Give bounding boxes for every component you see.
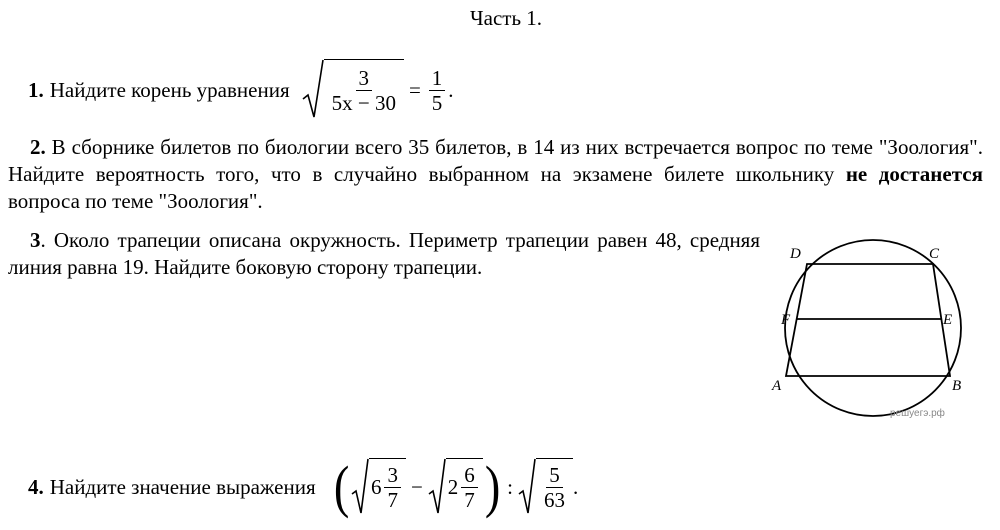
- problem-1-number: 1.: [28, 77, 44, 102]
- problem-2: [8, 134, 983, 215]
- label-E: E: [943, 312, 953, 328]
- problem-3-number: 3: [30, 228, 41, 252]
- label-A: A: [772, 378, 782, 394]
- label-B: B: [952, 378, 962, 394]
- right-paren: ): [484, 454, 501, 519]
- problem-2-number: 2.: [30, 135, 46, 159]
- problem-1: [28, 55, 454, 125]
- problem-2-emphasis: не достанется: [845, 162, 983, 186]
- sqrt-2-6-7: 2 $\frac{6}{7}$: [428, 458, 483, 516]
- trapezoid-circle-figure: [765, 228, 990, 428]
- problem-4-text: Найдите значение выражения: [49, 474, 316, 499]
- sqrt-5-63: $\frac{5}{63}$: [518, 458, 573, 516]
- sqrt-6-3-7: 6 $\frac{3}{7}$: [351, 458, 406, 516]
- label-C: C: [929, 246, 940, 262]
- watermark: решуегэ.рф: [890, 408, 945, 419]
- fraction-1-over-5: $\frac{1}{5}$: [429, 66, 446, 115]
- label-F: F: [781, 312, 791, 328]
- circumscribed-circle: [785, 240, 961, 416]
- problem-1-text: Найдите корень уравнения: [49, 77, 290, 102]
- fraction-3-over-5x-30: $\frac{3}{5x - 30}$: [331, 66, 396, 115]
- sqrt-sign: [302, 59, 404, 121]
- problem-4-number: 4.: [28, 474, 44, 499]
- problem-4: [28, 448, 578, 526]
- problem-3-text: . Около трапеции описана окружность. Периметр трапеции равен 48, средняя линия равна 19. Найдите боковую сторону трапеции.: [8, 228, 760, 279]
- page-title: Часть 1.: [470, 6, 543, 30]
- problem-2-text-end: вопроса по теме "Зоология".: [8, 189, 263, 213]
- problem-2-text: В сборнике билетов по биологии всего 35 билетов, в 14 из них встречается вопрос по теме "Зоология". Найдите вероятность того, что в случайно выбранном на экзамене билете школьнику: [8, 135, 983, 186]
- problem-4-expression: ( 6 $\frac{3}{7}$ − 2 $\frac{6}{7}$ ) : $\frac{5}{63}$ .: [333, 454, 579, 519]
- problem-1-equation: $\frac{3}{5x - 30}$ = $\frac{1}{5}$ .: [302, 59, 454, 121]
- problem-3: [8, 227, 760, 281]
- left-paren: (: [333, 454, 350, 519]
- label-D: D: [790, 246, 801, 262]
- trapezoid: [786, 264, 953, 376]
